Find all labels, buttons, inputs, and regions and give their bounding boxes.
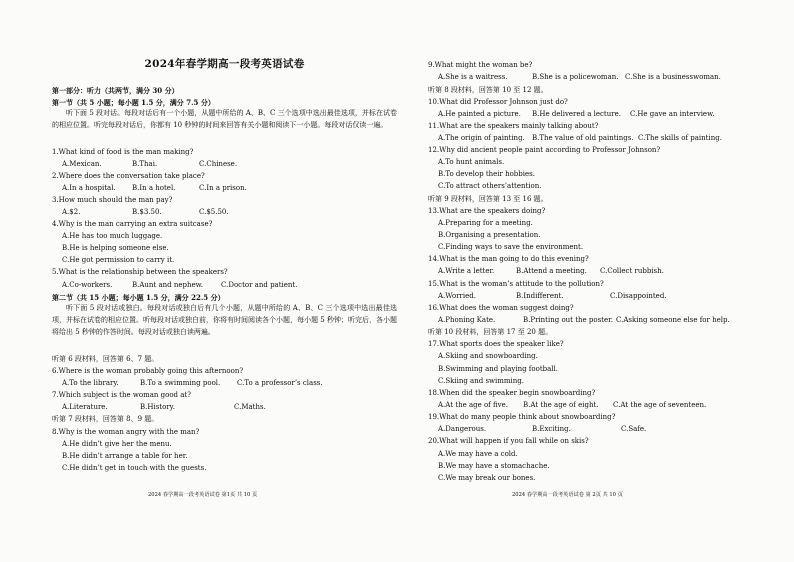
q17-option-a[interactable]: A.Skiing and snowboarding.	[438, 352, 538, 360]
q13-option-c[interactable]: C.Finding ways to save the environment.	[438, 243, 584, 251]
q6-option-a[interactable]: A.To the library.	[62, 379, 119, 387]
q14-option-b[interactable]: B.Attend a meeting.	[516, 267, 587, 275]
question-1: 1.What kind of food is the man making?	[52, 148, 194, 156]
listen-material-8: 听第 8 段材料，回答第 10 至 12 题。	[428, 86, 548, 94]
question-17: 17.What sports does the speaker like?	[428, 340, 564, 348]
question-18: 18.When did the speaker begin snowboarding?	[428, 389, 596, 397]
q1-option-b[interactable]: B.Thai.	[132, 160, 158, 168]
q7-option-a[interactable]: A.Literature.	[62, 403, 108, 411]
q12-option-a[interactable]: A.To hunt animals.	[438, 158, 505, 166]
q2-option-a[interactable]: A.In a hospital.	[62, 184, 116, 192]
q4-option-a[interactable]: A.He has too much luggage.	[62, 232, 163, 240]
q12-option-b[interactable]: B.To develop their hobbies.	[438, 170, 535, 178]
q19-option-a[interactable]: A.Dangerous.	[438, 425, 487, 433]
section2-heading: 第二节（共 15 小题；每小题 1.5 分，满分 22.5 分）	[52, 293, 225, 302]
q16-option-a[interactable]: A.Phoning Kate.	[438, 316, 496, 324]
q2-option-c[interactable]: C.In a prison.	[199, 184, 247, 192]
q18-option-c[interactable]: C.At the age of seventeen.	[613, 401, 707, 409]
q3-option-a[interactable]: A.$2.	[62, 208, 81, 216]
question-16: 16.What does the woman suggest doing?	[428, 304, 574, 312]
q14-option-a[interactable]: A.Write a letter.	[438, 267, 495, 275]
q6-option-b[interactable]: B.To a swimming pool.	[140, 379, 221, 387]
question-5: 5.What is the relationship between the speakers?	[52, 268, 228, 276]
q4-option-c[interactable]: C.He got permission to carry it.	[62, 256, 175, 264]
q15-option-c[interactable]: C.Disappointed.	[610, 292, 667, 300]
q3-option-c[interactable]: C.$5.50.	[199, 208, 229, 216]
q10-option-b[interactable]: B.He delivered a lecture.	[532, 110, 621, 118]
question-11: 11.What are the speakers mainly talking about?	[428, 122, 599, 130]
q17-option-c[interactable]: C.Skiing and swimming.	[438, 377, 524, 385]
question-2: 2.Where does the conversation take place?	[52, 172, 205, 180]
right-page	[428, 0, 773, 562]
q20-option-c[interactable]: C.We may break our bones.	[438, 474, 536, 482]
q4-option-b[interactable]: B.He is helping someone else.	[62, 244, 169, 252]
q3-option-b[interactable]: B.$3.50.	[132, 208, 162, 216]
q5-option-b[interactable]: B.Aunt and nephew.	[132, 281, 204, 289]
question-4: 4.Why is the man carrying an extra suitcase?	[52, 220, 213, 228]
listen-material-10: 听第 10 段材料，回答第 17 至 20 题。	[428, 328, 553, 336]
exam-title: 2024年春学期高一段考英语试卷	[144, 58, 305, 70]
q14-option-c[interactable]: C.Collect rubbish.	[600, 267, 664, 275]
question-3: 3.How much should the man pay?	[52, 196, 173, 204]
right-page-footer: 2024 春学期高一段考英语试卷 第 2页 共 10 页	[512, 492, 623, 498]
q5-option-c[interactable]: C.Doctor and patient.	[221, 281, 298, 289]
q19-option-c[interactable]: C.Safe.	[621, 425, 647, 433]
q12-option-c[interactable]: C.To attract others’attention.	[438, 182, 542, 190]
question-9: 9.What might the woman be?	[428, 61, 533, 69]
q11-option-a[interactable]: A.The origin of painting.	[438, 134, 525, 142]
listen-material-7: 听第 7 段材料，回答第 8、9 题。	[52, 415, 159, 423]
q9-option-b[interactable]: B.She is a policewoman.	[532, 73, 619, 81]
q11-option-b[interactable]: B.The value of old paintings.	[532, 134, 634, 142]
q13-option-a[interactable]: A.Preparing for a meeting.	[438, 219, 533, 227]
q15-option-a[interactable]: A.Worried.	[438, 292, 476, 300]
q7-option-b[interactable]: B.History.	[140, 403, 175, 411]
listen-material-6: 听第 6 段材料，回答第 6、7 题。	[52, 355, 159, 363]
q1-option-a[interactable]: A.Mexican.	[62, 160, 102, 168]
q20-option-b[interactable]: B.We may have a stomachache.	[438, 462, 550, 470]
q9-option-c[interactable]: C.She is a businesswoman.	[625, 73, 721, 81]
q20-option-a[interactable]: A.We may have a cold.	[438, 450, 518, 458]
q1-option-c[interactable]: C.Chinese.	[199, 160, 238, 168]
left-page-footer: 2024 春学期高一段考英语试卷 第1页 共 10 页	[148, 492, 258, 498]
question-10: 10.What did Professor Johnson just do?	[428, 98, 568, 106]
q9-option-a[interactable]: A.She is a waitress.	[438, 73, 508, 81]
q5-option-a[interactable]: A.Co-workers.	[62, 281, 113, 289]
question-13: 13.What are the speakers doing?	[428, 207, 546, 215]
section2-instructions: 听下面 5 段对话或独白。每段对话或独白后有几个小题，从题中所给的 A、B、C 三个选项中选出最佳选项，并标在试卷的相应位置。听每段对话或独白前，你将有时间阅读各个小题，每小题 5 秒钟；听完后，各小题将给出 5 秒钟的作答时间。每段对话或独白读两遍。	[52, 304, 397, 337]
q8-option-c[interactable]: C.He didn’t get in touch with the guests.	[62, 464, 207, 472]
listen-material-9: 听第 9 段材料，回答第 13 至 16 题。	[428, 195, 548, 203]
q18-option-a[interactable]: A.At the age of five.	[438, 401, 508, 409]
q15-option-b[interactable]: B.Indifferent.	[516, 292, 564, 300]
q7-option-c[interactable]: C.Maths.	[234, 403, 266, 411]
q11-option-c[interactable]: C.The skills of painting.	[638, 134, 722, 142]
left-page	[52, 0, 397, 562]
part1-heading: 第一部分：听力（共两节，满分 30 分）	[52, 86, 179, 95]
question-14: 14.What is the man going to do this evening?	[428, 255, 589, 263]
q19-option-b[interactable]: B.Exciting.	[532, 425, 571, 433]
q18-option-b[interactable]: B.At the age of eight.	[523, 401, 599, 409]
q10-option-c[interactable]: C.He gave an interview.	[630, 110, 715, 118]
question-19: 19.What do many people think about snowboarding?	[428, 413, 616, 421]
section1-heading: 第一节（共 5 小题；每小题 1.5 分，满分 7.5 分）	[52, 98, 215, 107]
q16-option-b[interactable]: B.Printing out the poster.	[523, 316, 613, 324]
q8-option-a[interactable]: A.He didn’t give her the menu.	[62, 440, 172, 448]
question-8: 8.Why is the woman angry with the man?	[52, 428, 200, 436]
q2-option-b[interactable]: B.In a hotel.	[132, 184, 176, 192]
question-12: 12.Why did ancient people paint according to Professor Johnson?	[428, 146, 661, 154]
question-7: 7.Which subject is the woman good at?	[52, 391, 191, 399]
question-15: 15.What is the woman’s attitude to the pollution?	[428, 280, 604, 288]
q13-option-b[interactable]: B.Organising a presentation.	[438, 231, 541, 239]
q16-option-c[interactable]: C.Asking someone else for help.	[616, 316, 730, 324]
q8-option-b[interactable]: B.He didn’t arrange a table for her.	[62, 452, 188, 460]
question-6: 6.Where is the woman probably going this afternoon?	[52, 367, 244, 375]
q10-option-a[interactable]: A.He painted a picture.	[438, 110, 521, 118]
q17-option-b[interactable]: B.Swimming and playing football.	[438, 365, 559, 373]
section1-instructions: 听下面 5 段对话。每段对话后有一个小题，从题中所给的 A、B、C 三个选项中选出最佳选项，并标在试卷的相应位置。听完每段对话后，你都有 10 秒钟的时间来回答有关小题和阅读下一小题。每段对话仅读一遍。	[52, 109, 397, 130]
q6-option-c[interactable]: C.To a professor’s class.	[237, 379, 323, 387]
question-20: 20.What will happen if you fall while on skis?	[428, 437, 589, 445]
